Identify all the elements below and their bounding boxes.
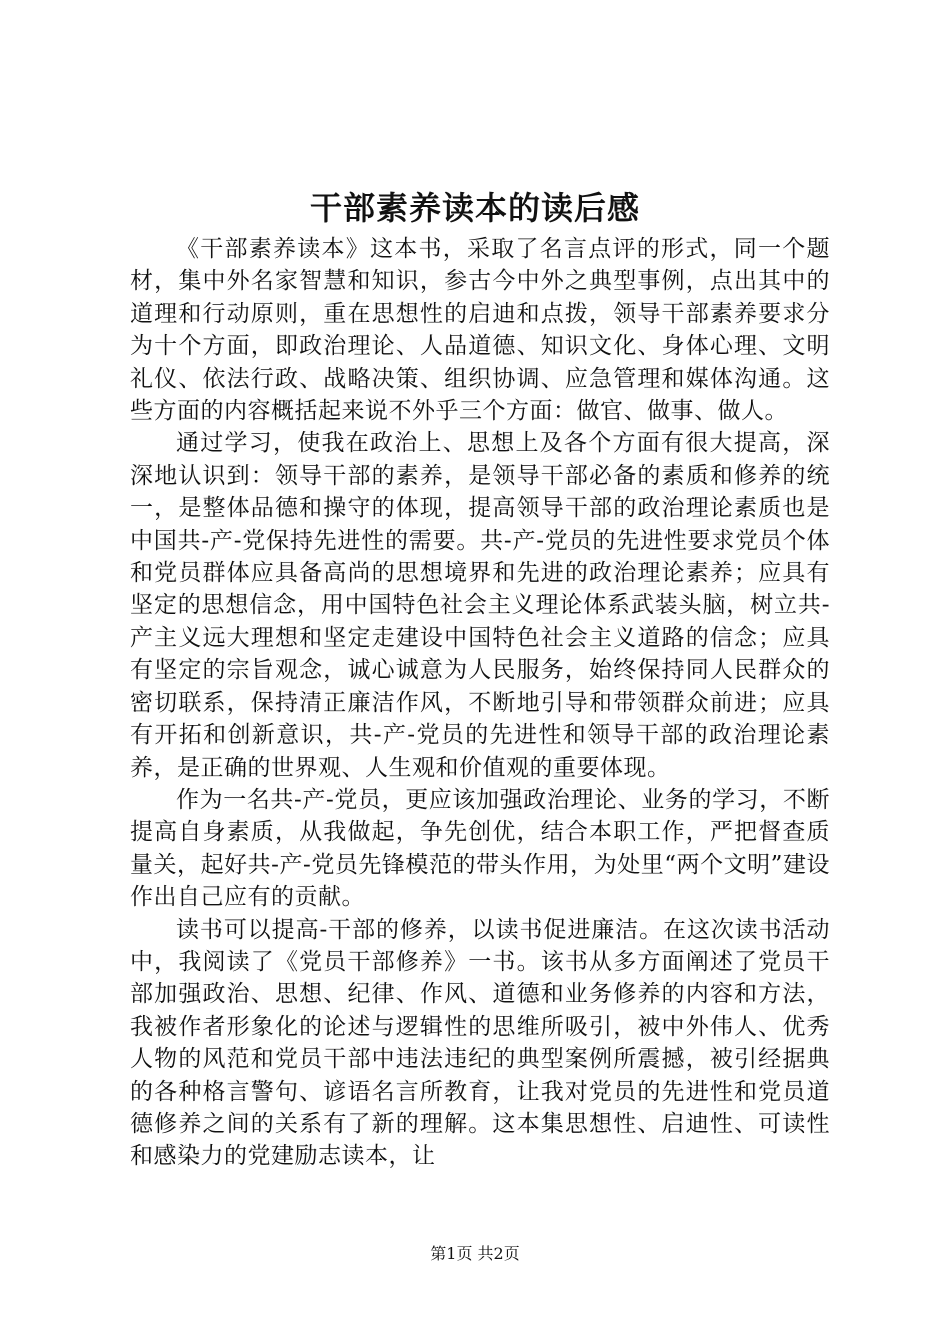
paragraph-2: 通过学习，使我在政治上、思想上及各个方面有很大提高，深深地认识到：领导干部的素养，是领导干部必备的素质和修养的统一，是整体品德和操守的体现，提高领导干部的政治理论素质也是中国共-产-党保持先进性的需要。共-产-党员的先进性要求党员个体和党员群体应具备高尚的思想境界和先进的政治理论素养；应具有坚定的思想信念，用中国特色社会主义理论体系武装头脑，树立共-产主义远大理想和坚定走建设中国特色社会主义道路的信念；应具有坚定的宗旨观念，诚心诚意为人民服务，始终保持同人民群众的密切联系，保持清正廉洁作风，不断地引导和带领群众前进；应具有开拓和创新意识，共-产-党员的先进性和领导干部的政治理论素养，是正确的世界观、人生观和价值观的重要体现。 — [130, 430, 830, 781]
document-body — [130, 233, 830, 1173]
document-title: 干部素养读本的读后感 — [309, 189, 640, 227]
paragraph-3: 作为一名共-产-党员，更应该加强政治理论、业务的学习，不断提高自身素质，从我做起，争先创优，结合本职工作，严把督查质量关，起好共-产-党员先锋模范的带头作用，为处里“两个文明”建设作出自己应有的贡献。 — [130, 786, 830, 911]
paragraph-1: 《干部素养读本》这本书，采取了名言点评的形式，同一个题材，集中外名家智慧和知识，参古今中外之典型事例，点出其中的道理和行动原则，重在思想性的启迪和点拨，领导干部素养要求分为十个方面，即政治理论、人品道德、知识文化、身体心理、文明礼仪、依法行政、战略决策、组织协调、应急管理和媒体沟通。这些方面的内容概括起来说不外乎三个方面：做官、做事、做人。 — [130, 236, 830, 425]
page-footer-indicator: 第1页 共2页 — [430, 1244, 520, 1263]
paragraph-4: 读书可以提高-干部的修养，以读书促进廉洁。在这次读书活动中，我阅读了《党员干部修养》一书。该书从多方面阐述了党员干部加强政治、思想、纪律、作风、道德和业务修养的内容和方法，我被作者形象化的论述与逻辑性的思维所吸引，被中外伟人、优秀人物的风范和党员干部中违法违纪的典型案例所震撼，被引经据典的各种格言警句、谚语名言所教育，让我对党员的先进性和党员道德修养之间的关系有了新的理解。这本集思想性、启迪性、可读性和感染力的党建励志读本，让 — [130, 916, 830, 1170]
